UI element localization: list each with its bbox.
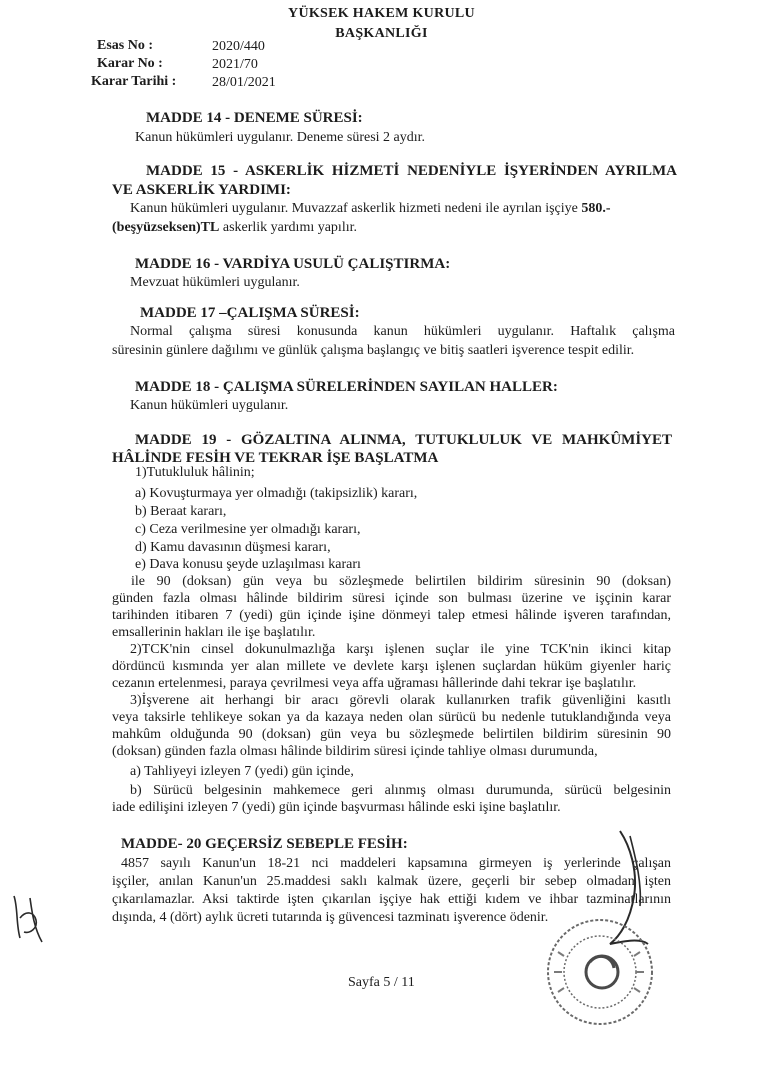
madde-19-line: tarihinden itibaren 7 (yedi) gün içinde işine dönmeyi talep etmesi hâlinde işveren tarafından, <box>112 608 671 623</box>
karar-no-value: 2021/70 <box>212 57 258 72</box>
madde-19-line: dördüncü kısmında yer alan millete ve devlete karşı işlenen suçlardan hüküm giyenler hariç <box>112 659 671 674</box>
madde-14-title: MADDE 14 - DENEME SÜRESİ: <box>146 110 363 126</box>
madde-15-title-2: VE ASKERLİK YARDIMI: <box>112 182 291 198</box>
madde-19-line: (doksan) günden fazla olması hâlinde bildirim süresi içinde tahliye olması durumunda, <box>112 744 598 759</box>
madde-17-title: MADDE 17 –ÇALIŞMA SÜRESİ: <box>140 305 360 321</box>
madde-20-line: işçiler, anılan Kanun'un 25.maddesi saklı kalmak üzere, geçerli bir sebep olmadan işten <box>112 874 671 889</box>
madde-19-line: e) Dava konusu şeyde uzlaşılması kararı <box>135 557 361 572</box>
madde-20-title: MADDE- 20 GEÇERSİZ SEBEPLE FESİH: <box>121 836 408 852</box>
madde-19-line: a) Kovuşturmaya yer olmadığı (takipsizlik) kararı, <box>135 486 418 501</box>
madde-19-line: 3)İşverene ait herhangi bir aracı görevli olarak kullanırken trafik güvenliğini kasıtlı <box>130 693 671 708</box>
header-line-2: BAŞKANLIĞI <box>335 26 428 41</box>
madde-19-line: a) Tahliyeyi izleyen 7 (yedi) gün içinde, <box>130 764 354 779</box>
madde-17-line-1: Normal çalışma süresi konusunda kanun hükümleri uygulanır. Haftalık çalışma <box>130 324 675 339</box>
madde-19-line: b) Beraat kararı, <box>135 504 227 519</box>
madde-14-line-1: Kanun hükümleri uygulanır. Deneme süresi 2 aydır. <box>135 130 426 145</box>
madde-15-line-1-text: Kanun hükümleri uygulanır. Muvazzaf askerlik hizmeti nedeni ile ayrılan işçiye <box>130 201 578 216</box>
madde-17-line-2: süresinin günlere dağılımı ve günlük çalışma başlangıç ve bitiş saatleri işverence tespit edilir. <box>112 343 635 358</box>
madde-19-line: veya taksirle tehlikeye sokan ya da kazaya neden olan sürücü bu nedenle tutuklandığında veya <box>112 710 671 725</box>
madde-15-amount: 580.- <box>581 201 611 216</box>
karar-no-label: Karar No : <box>97 56 163 71</box>
madde-19-line: 2)TCK'nin cinsel dokunulmazlığa karşı işlenen suçlar ile yine TCK'nin ikinci kitap <box>130 642 671 657</box>
madde-19-title-1: MADDE 19 - GÖZALTINA ALINMA, TUTUKLULUK VE MAHKÛMİYET <box>135 432 672 448</box>
header-line-1: YÜKSEK HAKEM KURULU <box>288 6 475 21</box>
madde-15-line-2 <box>112 220 357 236</box>
official-stamp <box>540 912 660 1032</box>
page-number: Sayfa 5 / 11 <box>348 975 415 990</box>
madde-19-line: cezanın ertelenmesi, paraya çevrilmesi veya affa uğraması hâllerinde dahi tekrar işe başlatılır. <box>112 676 637 691</box>
signature-mark <box>8 888 48 948</box>
madde-19-line: iade edilişini izleyen 7 (yedi) gün içinde başvurması hâlinde eski işine başlatılır. <box>112 800 561 815</box>
madde-15-amount-words: (beşyüzseksen)TL <box>112 220 220 235</box>
madde-19-line: b) Sürücü belgesinin mahkemece geri alınmış olması durumunda, sürücü belgesinin <box>130 783 671 798</box>
madde-20-line: dışında, 4 (dört) aylık ücreti tutarında iş güvencesi tazminatı işverence ödenir. <box>112 910 549 925</box>
madde-19-line: 1)Tutukluluk hâlinin; <box>135 465 255 480</box>
karar-tarihi-label: Karar Tarihi : <box>91 74 177 89</box>
karar-tarihi-value: 28/01/2021 <box>212 75 276 90</box>
madde-20-line: çıkarılamazlar. Aksi taktirde işten çıkarılan işçiye hak ettiği kıdem ve ihbar tazminatlarının <box>112 892 671 907</box>
madde-16-title: MADDE 16 - VARDİYA USULÜ ÇALIŞTIRMA: <box>135 256 451 272</box>
madde-19-line: ile 90 (doksan) gün veya bu sözleşmede belirtilen bildirim süresinin 90 (doksan) <box>131 574 671 589</box>
madde-18-line-1: Kanun hükümleri uygulanır. <box>130 398 289 413</box>
madde-19-line: d) Kamu davasının düşmesi kararı, <box>135 540 331 555</box>
madde-19-line: mahkûm olduğunda 90 (doksan) gün veya bu sözleşmede belirtilen bildirim süresinin 90 <box>112 727 671 742</box>
madde-15-line-1 <box>130 201 611 217</box>
esas-no-label: Esas No : <box>97 38 154 53</box>
madde-16-line-1: Mevzuat hükümleri uygulanır. <box>130 275 300 290</box>
madde-15-title-1: MADDE 15 - ASKERLİK HİZMETİ NEDENİYLE İŞYERİNDEN AYRILMA <box>146 163 677 179</box>
madde-19-line: günden fazla olması hâlinde bildirim süresi içinde son bulması üzerine ve işçinin karar <box>112 591 671 606</box>
madde-20-line: 4857 sayılı Kanun'un 18-21 nci maddeleri kapsamına girmeyen iş yerlerinde çalışan <box>121 856 671 871</box>
madde-18-title: MADDE 18 - ÇALIŞMA SÜRELERİNDEN SAYILAN HALLER: <box>135 379 558 395</box>
madde-19-line: c) Ceza verilmesine yer olmadığı kararı, <box>135 522 361 537</box>
madde-19-title-2: HÂLİNDE FESİH VE TEKRAR İŞE BAŞLATMA <box>112 450 439 466</box>
esas-no-value: 2020/440 <box>212 39 265 54</box>
madde-15-line-2-text: askerlik yardımı yapılır. <box>219 220 357 235</box>
madde-19-line: emsallerinin hakları ile işe başlatılır. <box>112 625 316 640</box>
